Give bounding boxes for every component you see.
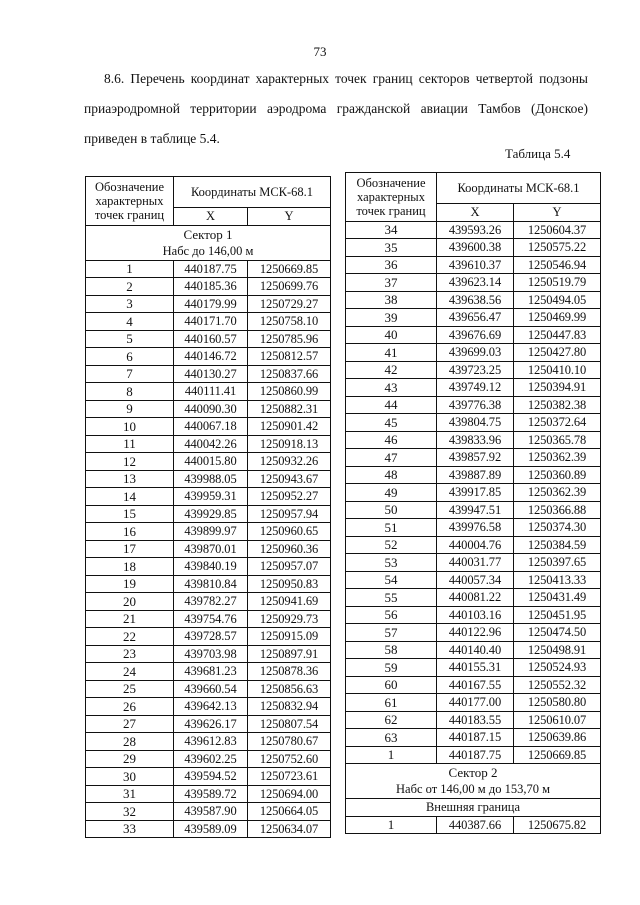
table-row bbox=[346, 519, 601, 537]
y-coordinate-cell: 1250410.10 bbox=[514, 361, 601, 379]
x-coordinate-cell: 439976.58 bbox=[437, 519, 514, 537]
point-id-cell: 41 bbox=[346, 344, 437, 362]
table-row bbox=[346, 589, 601, 607]
table-row bbox=[346, 326, 601, 344]
table-row bbox=[346, 379, 601, 397]
table-row bbox=[346, 711, 601, 729]
table-row bbox=[346, 676, 601, 694]
point-id-cell: 40 bbox=[346, 326, 437, 344]
table-row bbox=[86, 750, 331, 768]
y-coordinate-cell: 1250431.49 bbox=[514, 589, 601, 607]
x-coordinate-cell: 439959.31 bbox=[174, 488, 248, 506]
header-point-designation: Обозначение характерных точек границ bbox=[346, 173, 437, 222]
x-coordinate-cell: 440160.57 bbox=[174, 330, 248, 348]
coordinates-table-left bbox=[85, 176, 331, 838]
y-coordinate-cell: 1250469.99 bbox=[514, 309, 601, 327]
point-id-cell: 23 bbox=[86, 645, 174, 663]
x-coordinate-cell: 440130.27 bbox=[174, 365, 248, 383]
point-id-cell: 50 bbox=[346, 501, 437, 519]
outer-boundary-label: Внешняя граница bbox=[346, 799, 601, 817]
y-coordinate-cell: 1250950.83 bbox=[248, 575, 331, 593]
x-coordinate-cell: 440185.36 bbox=[174, 278, 248, 296]
sector-2-block bbox=[346, 764, 601, 817]
y-coordinate-cell: 1250365.78 bbox=[514, 431, 601, 449]
header-x: X bbox=[437, 204, 514, 222]
table-row bbox=[86, 418, 331, 436]
x-coordinate-cell: 440122.96 bbox=[437, 624, 514, 642]
table-row bbox=[86, 785, 331, 803]
x-coordinate-cell: 439804.75 bbox=[437, 414, 514, 432]
point-id-cell: 60 bbox=[346, 676, 437, 694]
y-coordinate-cell: 1250397.65 bbox=[514, 554, 601, 572]
table-row bbox=[346, 414, 601, 432]
x-coordinate-cell: 439899.97 bbox=[174, 523, 248, 541]
point-id-cell: 1 bbox=[346, 746, 437, 764]
y-coordinate-cell: 1250694.00 bbox=[248, 785, 331, 803]
table-row bbox=[86, 400, 331, 418]
y-coordinate-cell: 1250860.99 bbox=[248, 383, 331, 401]
y-coordinate-cell: 1250812.57 bbox=[248, 348, 331, 366]
point-id-cell: 10 bbox=[86, 418, 174, 436]
point-id-cell: 8 bbox=[86, 383, 174, 401]
point-id-cell: 22 bbox=[86, 628, 174, 646]
y-coordinate-cell: 1250519.79 bbox=[514, 274, 601, 292]
y-coordinate-cell: 1250832.94 bbox=[248, 698, 331, 716]
y-coordinate-cell: 1250498.91 bbox=[514, 641, 601, 659]
table-row bbox=[346, 729, 601, 747]
y-coordinate-cell: 1250941.69 bbox=[248, 593, 331, 611]
y-coordinate-cell: 1250723.61 bbox=[248, 768, 331, 786]
table-left-header bbox=[86, 177, 331, 261]
point-id-cell: 33 bbox=[86, 820, 174, 838]
point-id-cell: 9 bbox=[86, 400, 174, 418]
x-coordinate-cell: 440171.70 bbox=[174, 313, 248, 331]
x-coordinate-cell: 439776.38 bbox=[437, 396, 514, 414]
x-coordinate-cell: 439929.85 bbox=[174, 505, 248, 523]
table-row bbox=[86, 715, 331, 733]
x-coordinate-cell: 439587.90 bbox=[174, 803, 248, 821]
y-coordinate-cell: 1250664.05 bbox=[248, 803, 331, 821]
table-row bbox=[86, 383, 331, 401]
y-coordinate-cell: 1250580.80 bbox=[514, 694, 601, 712]
x-coordinate-cell: 439612.83 bbox=[174, 733, 248, 751]
x-coordinate-cell: 439589.09 bbox=[174, 820, 248, 838]
table-right-rows bbox=[346, 221, 601, 764]
table-caption: Таблица 5.4 bbox=[505, 146, 571, 161]
x-coordinate-cell: 440004.76 bbox=[437, 536, 514, 554]
point-id-cell: 45 bbox=[346, 414, 437, 432]
table-row bbox=[346, 309, 601, 327]
coordinates-table-right bbox=[345, 172, 601, 834]
point-id-cell: 63 bbox=[346, 729, 437, 747]
y-coordinate-cell: 1250915.09 bbox=[248, 628, 331, 646]
point-id-cell: 47 bbox=[346, 449, 437, 467]
point-id-cell: 46 bbox=[346, 431, 437, 449]
y-coordinate-cell: 1250856.63 bbox=[248, 680, 331, 698]
y-coordinate-cell: 1250552.32 bbox=[514, 676, 601, 694]
x-coordinate-cell: 439857.92 bbox=[437, 449, 514, 467]
x-coordinate-cell: 439610.37 bbox=[437, 256, 514, 274]
y-coordinate-cell: 1250394.91 bbox=[514, 379, 601, 397]
point-id-cell: 20 bbox=[86, 593, 174, 611]
y-coordinate-cell: 1250669.85 bbox=[248, 260, 331, 278]
table-row bbox=[346, 221, 601, 239]
x-coordinate-cell: 440081.22 bbox=[437, 589, 514, 607]
x-coordinate-cell: 439600.38 bbox=[437, 239, 514, 257]
table-row bbox=[86, 768, 331, 786]
point-id-cell: 18 bbox=[86, 558, 174, 576]
x-coordinate-cell: 439703.98 bbox=[174, 645, 248, 663]
x-coordinate-cell: 440090.30 bbox=[174, 400, 248, 418]
sector-2-subtitle: Набс от 146,00 м до 153,70 м bbox=[396, 782, 550, 796]
sector-2-header bbox=[346, 764, 601, 799]
x-coordinate-cell: 440179.99 bbox=[174, 295, 248, 313]
table-row bbox=[346, 239, 601, 257]
table-row bbox=[86, 645, 331, 663]
point-id-cell: 49 bbox=[346, 484, 437, 502]
point-id-cell: 4 bbox=[86, 313, 174, 331]
y-coordinate-cell: 1250807.54 bbox=[248, 715, 331, 733]
point-id-cell: 59 bbox=[346, 659, 437, 677]
x-coordinate-cell: 439623.14 bbox=[437, 274, 514, 292]
y-coordinate-cell: 1250634.07 bbox=[248, 820, 331, 838]
point-id-cell: 21 bbox=[86, 610, 174, 628]
table-row bbox=[86, 628, 331, 646]
page-number: 73 bbox=[313, 44, 327, 59]
x-coordinate-cell: 439833.96 bbox=[437, 431, 514, 449]
point-id-cell: 14 bbox=[86, 488, 174, 506]
header-coordinates: Координаты МСК-68.1 bbox=[174, 177, 331, 208]
y-coordinate-cell: 1250360.89 bbox=[514, 466, 601, 484]
y-coordinate-cell: 1250639.86 bbox=[514, 729, 601, 747]
table-row bbox=[86, 733, 331, 751]
table-row bbox=[346, 641, 601, 659]
header-coordinates: Координаты МСК-68.1 bbox=[437, 173, 601, 204]
point-id-cell: 53 bbox=[346, 554, 437, 572]
table-row bbox=[346, 291, 601, 309]
table-row bbox=[86, 278, 331, 296]
table-row bbox=[86, 663, 331, 681]
x-coordinate-cell: 439728.57 bbox=[174, 628, 248, 646]
x-coordinate-cell: 440155.31 bbox=[437, 659, 514, 677]
x-coordinate-cell: 440167.55 bbox=[437, 676, 514, 694]
x-coordinate-cell: 440387.66 bbox=[437, 816, 514, 834]
x-coordinate-cell: 439723.25 bbox=[437, 361, 514, 379]
y-coordinate-cell: 1250878.36 bbox=[248, 663, 331, 681]
y-coordinate-cell: 1250374.30 bbox=[514, 519, 601, 537]
point-id-cell: 19 bbox=[86, 575, 174, 593]
y-coordinate-cell: 1250699.76 bbox=[248, 278, 331, 296]
y-coordinate-cell: 1250780.67 bbox=[248, 733, 331, 751]
y-coordinate-cell: 1250675.82 bbox=[514, 816, 601, 834]
table-left-rows bbox=[86, 260, 331, 838]
x-coordinate-cell: 439699.03 bbox=[437, 344, 514, 362]
table-row bbox=[86, 820, 331, 838]
table-row bbox=[346, 501, 601, 519]
point-id-cell: 44 bbox=[346, 396, 437, 414]
point-id-cell: 26 bbox=[86, 698, 174, 716]
table-row bbox=[86, 593, 331, 611]
point-id-cell: 30 bbox=[86, 768, 174, 786]
point-id-cell: 6 bbox=[86, 348, 174, 366]
table-row bbox=[346, 694, 601, 712]
x-coordinate-cell: 440067.18 bbox=[174, 418, 248, 436]
y-coordinate-cell: 1250957.07 bbox=[248, 558, 331, 576]
x-coordinate-cell: 440177.00 bbox=[437, 694, 514, 712]
point-id-cell: 57 bbox=[346, 624, 437, 642]
table-row bbox=[86, 540, 331, 558]
table-row bbox=[86, 313, 331, 331]
x-coordinate-cell: 439656.47 bbox=[437, 309, 514, 327]
x-coordinate-cell: 439602.25 bbox=[174, 750, 248, 768]
point-id-cell: 16 bbox=[86, 523, 174, 541]
point-id-cell: 34 bbox=[346, 221, 437, 239]
x-coordinate-cell: 439947.51 bbox=[437, 501, 514, 519]
point-id-cell: 48 bbox=[346, 466, 437, 484]
point-id-cell: 58 bbox=[346, 641, 437, 659]
x-coordinate-cell: 439887.89 bbox=[437, 466, 514, 484]
point-id-cell: 27 bbox=[86, 715, 174, 733]
point-id-cell: 62 bbox=[346, 711, 437, 729]
table-row bbox=[346, 466, 601, 484]
table-row bbox=[86, 523, 331, 541]
table-row bbox=[346, 659, 601, 677]
section-heading: 8.6. Перечень координат характерных точек границ секторов четвертой подзоны приаэродромной территории аэродрома гражданской авиации Тамбов (Донское) приведен в таблице 5.4. bbox=[84, 71, 588, 146]
x-coordinate-cell: 440187.15 bbox=[437, 729, 514, 747]
y-coordinate-cell: 1250524.93 bbox=[514, 659, 601, 677]
table-row bbox=[346, 746, 601, 764]
header-y: Y bbox=[248, 208, 331, 226]
point-id-cell: 13 bbox=[86, 470, 174, 488]
y-coordinate-cell: 1250447.83 bbox=[514, 326, 601, 344]
table-row bbox=[346, 816, 601, 834]
y-coordinate-cell: 1250669.85 bbox=[514, 746, 601, 764]
table-row bbox=[346, 449, 601, 467]
y-coordinate-cell: 1250362.39 bbox=[514, 449, 601, 467]
point-id-cell: 56 bbox=[346, 606, 437, 624]
x-coordinate-cell: 440183.55 bbox=[437, 711, 514, 729]
x-coordinate-cell: 439754.76 bbox=[174, 610, 248, 628]
x-coordinate-cell: 440015.80 bbox=[174, 453, 248, 471]
table-row bbox=[86, 260, 331, 278]
point-id-cell: 12 bbox=[86, 453, 174, 471]
x-coordinate-cell: 440187.75 bbox=[174, 260, 248, 278]
table-row bbox=[346, 484, 601, 502]
x-coordinate-cell: 440187.75 bbox=[437, 746, 514, 764]
point-id-cell: 31 bbox=[86, 785, 174, 803]
x-coordinate-cell: 439810.84 bbox=[174, 575, 248, 593]
sector-1-subtitle: Набс до 146,00 м bbox=[162, 243, 254, 258]
x-coordinate-cell: 439840.19 bbox=[174, 558, 248, 576]
point-id-cell: 28 bbox=[86, 733, 174, 751]
point-id-cell: 29 bbox=[86, 750, 174, 768]
y-coordinate-cell: 1250758.10 bbox=[248, 313, 331, 331]
y-coordinate-cell: 1250494.05 bbox=[514, 291, 601, 309]
y-coordinate-cell: 1250785.96 bbox=[248, 330, 331, 348]
x-coordinate-cell: 439749.12 bbox=[437, 379, 514, 397]
table-row bbox=[86, 348, 331, 366]
header-y: Y bbox=[514, 204, 601, 222]
x-coordinate-cell: 439638.56 bbox=[437, 291, 514, 309]
x-coordinate-cell: 439782.27 bbox=[174, 593, 248, 611]
table-row bbox=[86, 558, 331, 576]
point-id-cell: 5 bbox=[86, 330, 174, 348]
y-coordinate-cell: 1250932.26 bbox=[248, 453, 331, 471]
x-coordinate-cell: 439626.17 bbox=[174, 715, 248, 733]
x-coordinate-cell: 439642.13 bbox=[174, 698, 248, 716]
y-coordinate-cell: 1250372.64 bbox=[514, 414, 601, 432]
point-id-cell: 1 bbox=[346, 816, 437, 834]
table-row bbox=[86, 295, 331, 313]
table-row bbox=[346, 274, 601, 292]
y-coordinate-cell: 1250957.94 bbox=[248, 505, 331, 523]
y-coordinate-cell: 1250610.07 bbox=[514, 711, 601, 729]
table-right-header bbox=[346, 173, 601, 222]
table-row bbox=[86, 435, 331, 453]
point-id-cell: 11 bbox=[86, 435, 174, 453]
x-coordinate-cell: 439589.72 bbox=[174, 785, 248, 803]
table-row bbox=[346, 361, 601, 379]
point-id-cell: 55 bbox=[346, 589, 437, 607]
table-row bbox=[346, 554, 601, 572]
table-row bbox=[346, 606, 601, 624]
x-coordinate-cell: 440057.34 bbox=[437, 571, 514, 589]
table-right-sector-2-rows bbox=[346, 816, 601, 834]
x-coordinate-cell: 440140.40 bbox=[437, 641, 514, 659]
sector-1-title: Сектор 1 bbox=[183, 226, 233, 242]
y-coordinate-cell: 1250752.60 bbox=[248, 750, 331, 768]
point-id-cell: 42 bbox=[346, 361, 437, 379]
y-coordinate-cell: 1250897.91 bbox=[248, 645, 331, 663]
x-coordinate-cell: 439660.54 bbox=[174, 680, 248, 698]
x-coordinate-cell: 439594.52 bbox=[174, 768, 248, 786]
table-row bbox=[86, 698, 331, 716]
point-id-cell: 32 bbox=[86, 803, 174, 821]
y-coordinate-cell: 1250960.65 bbox=[248, 523, 331, 541]
y-coordinate-cell: 1250546.94 bbox=[514, 256, 601, 274]
table-row bbox=[346, 344, 601, 362]
point-id-cell: 7 bbox=[86, 365, 174, 383]
point-id-cell: 43 bbox=[346, 379, 437, 397]
point-id-cell: 25 bbox=[86, 680, 174, 698]
y-coordinate-cell: 1250918.13 bbox=[248, 435, 331, 453]
x-coordinate-cell: 440146.72 bbox=[174, 348, 248, 366]
y-coordinate-cell: 1250882.31 bbox=[248, 400, 331, 418]
x-coordinate-cell: 439676.69 bbox=[437, 326, 514, 344]
x-coordinate-cell: 439593.26 bbox=[437, 221, 514, 239]
y-coordinate-cell: 1250362.39 bbox=[514, 484, 601, 502]
x-coordinate-cell: 439917.85 bbox=[437, 484, 514, 502]
y-coordinate-cell: 1250901.42 bbox=[248, 418, 331, 436]
table-row bbox=[346, 431, 601, 449]
x-coordinate-cell: 440111.41 bbox=[174, 383, 248, 401]
y-coordinate-cell: 1250413.33 bbox=[514, 571, 601, 589]
table-row bbox=[86, 488, 331, 506]
header-x: X bbox=[174, 208, 248, 226]
point-id-cell: 38 bbox=[346, 291, 437, 309]
point-id-cell: 17 bbox=[86, 540, 174, 558]
point-id-cell: 51 bbox=[346, 519, 437, 537]
x-coordinate-cell: 439870.01 bbox=[174, 540, 248, 558]
y-coordinate-cell: 1250474.50 bbox=[514, 624, 601, 642]
point-id-cell: 24 bbox=[86, 663, 174, 681]
y-coordinate-cell: 1250943.67 bbox=[248, 470, 331, 488]
point-id-cell: 15 bbox=[86, 505, 174, 523]
table-row bbox=[86, 453, 331, 471]
y-coordinate-cell: 1250384.59 bbox=[514, 536, 601, 554]
point-id-cell: 1 bbox=[86, 260, 174, 278]
sector-2-title: Сектор 2 bbox=[448, 765, 498, 780]
y-coordinate-cell: 1250952.27 bbox=[248, 488, 331, 506]
y-coordinate-cell: 1250837.66 bbox=[248, 365, 331, 383]
x-coordinate-cell: 439681.23 bbox=[174, 663, 248, 681]
y-coordinate-cell: 1250929.73 bbox=[248, 610, 331, 628]
point-id-cell: 37 bbox=[346, 274, 437, 292]
point-id-cell: 39 bbox=[346, 309, 437, 327]
table-row bbox=[346, 256, 601, 274]
y-coordinate-cell: 1250382.38 bbox=[514, 396, 601, 414]
point-id-cell: 54 bbox=[346, 571, 437, 589]
table-row bbox=[346, 396, 601, 414]
y-coordinate-cell: 1250366.88 bbox=[514, 501, 601, 519]
x-coordinate-cell: 440031.77 bbox=[437, 554, 514, 572]
y-coordinate-cell: 1250427.80 bbox=[514, 344, 601, 362]
table-row bbox=[86, 505, 331, 523]
y-coordinate-cell: 1250960.36 bbox=[248, 540, 331, 558]
table-row bbox=[86, 803, 331, 821]
table-row bbox=[86, 365, 331, 383]
table-row bbox=[346, 536, 601, 554]
header-point-designation: Обозначение характерных точек границ bbox=[86, 177, 174, 226]
point-id-cell: 36 bbox=[346, 256, 437, 274]
table-row bbox=[86, 575, 331, 593]
x-coordinate-cell: 440103.16 bbox=[437, 606, 514, 624]
y-coordinate-cell: 1250451.95 bbox=[514, 606, 601, 624]
sector-1-header bbox=[86, 225, 331, 260]
point-id-cell: 52 bbox=[346, 536, 437, 554]
table-row bbox=[86, 470, 331, 488]
point-id-cell: 3 bbox=[86, 295, 174, 313]
x-coordinate-cell: 440042.26 bbox=[174, 435, 248, 453]
table-row bbox=[86, 680, 331, 698]
x-coordinate-cell: 439988.05 bbox=[174, 470, 248, 488]
table-row bbox=[86, 330, 331, 348]
table-row bbox=[346, 571, 601, 589]
table-row bbox=[86, 610, 331, 628]
point-id-cell: 2 bbox=[86, 278, 174, 296]
table-row bbox=[346, 624, 601, 642]
point-id-cell: 35 bbox=[346, 239, 437, 257]
y-coordinate-cell: 1250604.37 bbox=[514, 221, 601, 239]
y-coordinate-cell: 1250575.22 bbox=[514, 239, 601, 257]
y-coordinate-cell: 1250729.27 bbox=[248, 295, 331, 313]
point-id-cell: 61 bbox=[346, 694, 437, 712]
